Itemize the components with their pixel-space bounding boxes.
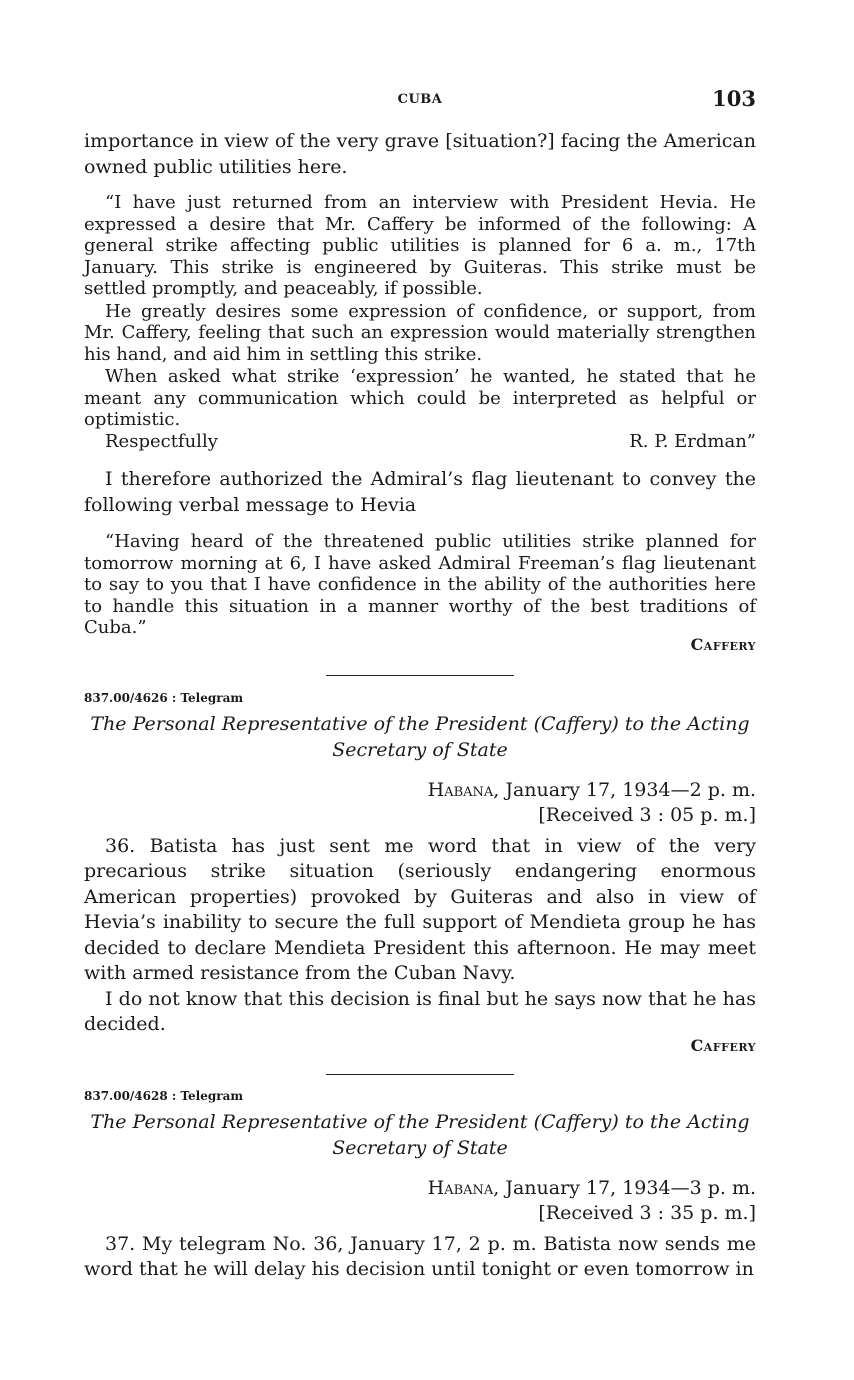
telegram-paragraph: 37. My telegram No. 36, January 17, 2 p. m. Batista now sends me word that he will delay his decision until tonight or even tomorrow in [84,1232,756,1280]
report-closing [84,431,756,453]
document-title [84,1109,756,1161]
document-page [84,86,756,1283]
document-title-line: The Personal Representative of the President (Caffery) to the Acting [90,1110,750,1133]
closing-salutation: Respectfully [105,430,218,452]
received-time: [Received 3 : 05 p. m.] [538,803,756,826]
dateline-place: Habana [427,778,494,801]
document-title-line: Secretary of State [332,738,508,761]
telegram-paragraph: I do not know that this decision is final but he says now that he has decided. [84,987,756,1035]
dateline-place: Habana [427,1176,494,1199]
document-title-line: Secretary of State [332,1136,508,1159]
telegram-paragraph: 36. Batista has just sent me word that in view of the very precarious strike situation (seriously endangering enormous American properties) provoked by Guiteras and also in view of Hevia’s inability to secure the full support of Mendieta group he has decided to declare Mendieta President this afternoon. He may meet with armed resistance from the Cuban Navy. [84,834,756,984]
received-time: [Received 3 : 35 p. m.] [538,1201,756,1224]
file-reference: 837.00/4628 : Telegram [84,1088,244,1103]
dateline [84,1176,756,1201]
quoted-report-paragraph: He greatly desires some expression of confidence, or support, from Mr. Caffery, feeling that such an expression would materially strengthen his hand, and aid him in settling this strike. [84,300,756,365]
dateline-date: , January 17, 1934—2 p. m. [493,778,756,801]
file-reference: 837.00/4626 : Telegram [84,690,244,705]
section-divider [326,1074,514,1075]
page-number: 103 [712,86,756,111]
authorization-paragraph: I therefore authorized the Admiral’s flag lieutenant to convey the following verbal message to Hevia [84,468,756,516]
running-header [84,86,756,120]
running-title: CUBA [397,92,443,107]
dateline-date: , January 17, 1934—3 p. m. [493,1176,756,1199]
section-divider [326,675,514,676]
quoted-report-paragraph: “I have just returned from an interview with President Hevia. He expressed a desire that Mr. Caffery be informed of the following: A general strike affecting public utilities is planned for 6 a. m., 17th January. This strike is engineered by Guiteras. This strike must be settled promptly, and peaceably, if possible. [84,192,756,299]
verbal-message-paragraph: “Having heard of the threatened public utilities strike planned for tomorrow morning at 6, I have asked Admiral Freeman’s flag lieutenant to say to you that I have confidence in the ability of the authorities here to handle this situation in a manner worthy of the best traditions of Cuba.” [84,531,756,638]
document-title [84,711,756,763]
closing-signer: R. P. Erdman” [629,430,756,452]
dateline [84,778,756,803]
signature: Caffery [690,634,756,654]
continuation-paragraph: importance in view of the very grave [situation?] facing the American owned public utilities here. [84,130,756,178]
document-title-line: The Personal Representative of the President (Caffery) to the Acting [90,712,750,735]
signature: Caffery [690,1035,756,1055]
quoted-report-paragraph: When asked what strike ‘expression’ he wanted, he stated that he meant any communication which could be interpreted as helpful or optimistic. [84,366,756,430]
